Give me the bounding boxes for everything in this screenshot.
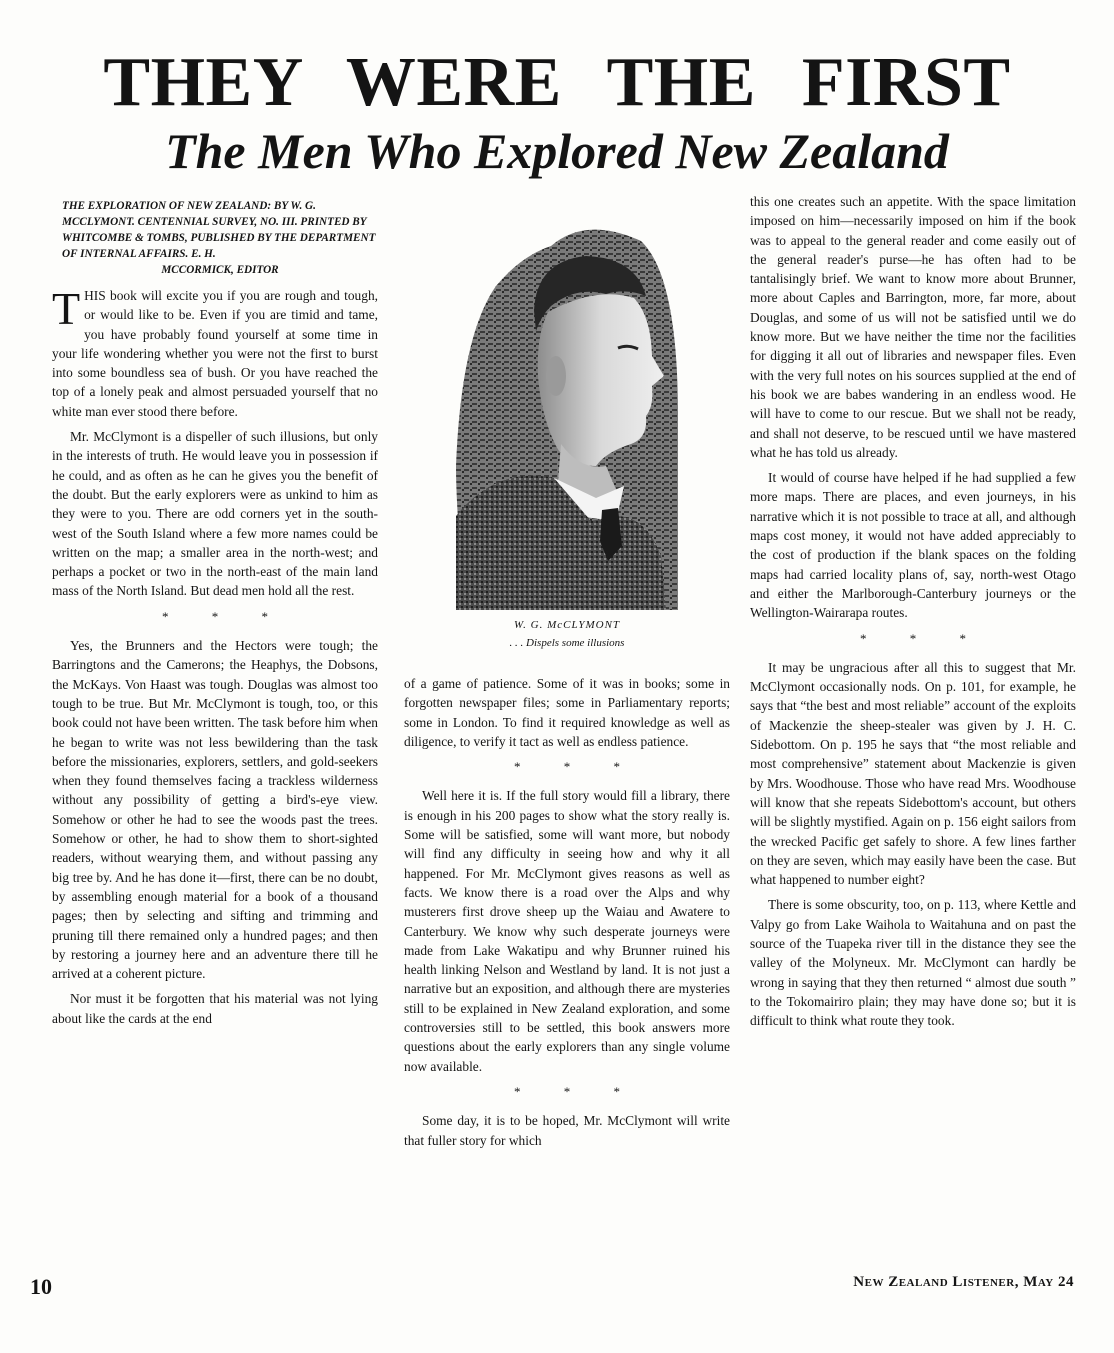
- section-separator: * * *: [860, 630, 966, 646]
- portrait-icon: [456, 216, 678, 610]
- review-bibliography: THE EXPLORATION OF NEW ZEALAND: BY W. G. MCCLYMONT. CENTENNIAL SURVEY, NO. III. PRINTED BY WHITCOMBE & TOMBS, PUBLISHED BY THE DEPARTMENT OF INTERNAL AFFAIRS. E. H.: [62, 200, 376, 260]
- caption-name: W. G. McCLYMONT: [513, 619, 621, 631]
- paragraph: Nor must it be forgotten that his material was not lying about like the cards at the end: [52, 991, 378, 1026]
- paragraph: of a game of patience. Some of it was in books; some in forgotten newspaper files; some in Parliamentary reports; some in London. To find it required knowledge as well as diligence, to verify it tact as well as endless patience.: [404, 676, 730, 749]
- paragraph: It may be ungracious after all this to suggest that Mr. McClymont occasionally nods. On p. 101, for example, he says that “the best and most reliable” account of the exploits of Mackenzie the sheep-stealer was given by J. H. C. Sidebottom. On p. 195 he says that “the most reliable and most comprehensive” statement about Mackenzie is given by Mrs. Woodhouse. Those who have read Mrs. Woodhouse will know that she repeats Sidebottom's account, but others will be slightly mystified. Again on p. 156 eight sailors from the wrecked Pacific get safely to shore. A few lines farther on they are seven, which may easily have been the case. But what happened to number eight?: [750, 659, 1076, 888]
- section-separator: * * *: [514, 1083, 620, 1099]
- caption-text: . . . Dispels some illusions: [509, 637, 625, 649]
- column-3: [750, 192, 1076, 1036]
- column-2: [404, 196, 730, 1156]
- headline: THEY WERE THE FIRST: [103, 44, 1011, 121]
- column-1: [52, 196, 378, 1034]
- portrait-photo: [456, 216, 678, 610]
- section-separator: * * *: [514, 759, 620, 775]
- dropcap: T: [52, 283, 81, 334]
- paragraph: Some day, it is to be hoped, Mr. McClymont will write that fuller story for which: [404, 1113, 730, 1148]
- paragraph: There is some obscurity, too, on p. 113, where Kettle and Valpy go from Lake Waihola to Waitahuna and on past the source of the Tuapeka river till in the distance they see the valley of the Molyneux. Mr. McClymont can hardly be wrong in saying that they then returned “ almost due south ” to the Tokomairiro plain; they may have done so; but it is difficult to think what route they took.: [750, 897, 1076, 1029]
- paragraph: this one creates such an appetite. With the space limitation imposed on him—necessarily imposed on him if the book was to appeal to the general reader and come easily out of the general reader's purse—he has often had to be tantalisingly brief. We want to know more about Brunner, more about Caples and Barrington, more, far more, about Douglas, and some of us will not be satisfied until we do know more. But we have neither the time nor the facilities for digging it all out of libraries and newspaper files. Even with the very full notes on his sources supplied at the end of his book we are babes wandering in an endless wood. He will have to come to our rescue. But we shall not be ready, and shall not deserve, to be rescued until we have mastered what he has told us already.: [750, 194, 1076, 460]
- magazine-footer: New Zealand Listener, May 24: [853, 1274, 1074, 1290]
- review-header: [62, 198, 378, 278]
- paragraph: Mr. McClymont is a dispeller of such illusions, but only in the interests of truth. He would leave you in possession if he could, and as often as he can he gives you the benefit of the doubt. But the early explorers were as unkind to him as they were to you. There are odd corners yet in the south-west of the South Island where a few more names could be written on the map; a smaller area in the north-west; and perhaps a pocket or two in the north-east of the main land mass of the North Island. But dead men hold all the rest.: [52, 429, 378, 599]
- page-number: 10: [30, 1274, 52, 1299]
- paragraph: It would of course have helped if he had supplied a few more maps. There are places, and even journeys, in his narrative which it is not possible to trace at all, and although maps cost money, it would not have added appreciably to the cost of production if the blank spaces on the folding maps had carried locality plans of, say, north-west Otago and either the Marlborough-Canterbury journeys or the Wellington-Wairarapa routes.: [750, 470, 1076, 621]
- paragraph: Yes, the Brunners and the Hectors were tough; the Barringtons and the Camerons; the Heaphys, the Dobsons, the McKays. Von Haast was tough. Douglas was almost too tough to be true. But Mr. McClymont is tough, too, or this book could not have been written. The task before him when he began to write was not less bewildering than the task before the missionaries, explorers, settlers, and gold-seekers when they found themselves facing a trackless wilderness without any possibility of getting a bird's-eye view. Somehow or other he had to see the woods past the trees. Somehow or other, he had to show them to short-sighted readers, without wearying them, and without passing any big tree by. And he has done it—first, there can be no doubt, by assembling enough material for a book of a thousand pages; then by selecting and sifting and trimming and pruning till there remained only a hundred pages; and then by restoring a journey here and an adventure there till he arrived at a coherent picture.: [52, 638, 378, 982]
- portrait-caption: [404, 616, 730, 652]
- section-separator: * * *: [162, 608, 268, 624]
- paragraph: THIS book will excite you if you are rough and tough, or would like to be. Even if you are timid and tame, you have probably found yourself at some time in your life wondering whether you were not the first to burst into some boundless sea of bush. Or you have reached the top of a lonely peak and almost persuaded yourself that no white man ever stood there before.: [52, 283, 378, 419]
- review-editor: MCCORMICK, EDITOR: [161, 264, 279, 276]
- paragraph: Well here it is. If the full story would fill a library, there is enough in his 200 pages to show what the story really is. Some will be satisfied, some will want more, but nobody will find any difficulty in seeing how and why it all happened. For Mr. McClymont gives reasons as well as facts. We know there is a road over the Alps and why musterers first drove sheep up the Waiau and Awatere to Canterbury. We know why such desperate journeys were made from Lake Wakatipu and why Brunner ruined his health linking Nelson and Westland by land. It is not just a narrative but an exposition, and although there are mysteries still to be explained in New Zealand exploration, and some controversies still to be settled, this book answers more questions about the early explorers than any single volume now available.: [404, 788, 730, 1074]
- subheadline: The Men Who Explored New Zealand: [165, 123, 949, 179]
